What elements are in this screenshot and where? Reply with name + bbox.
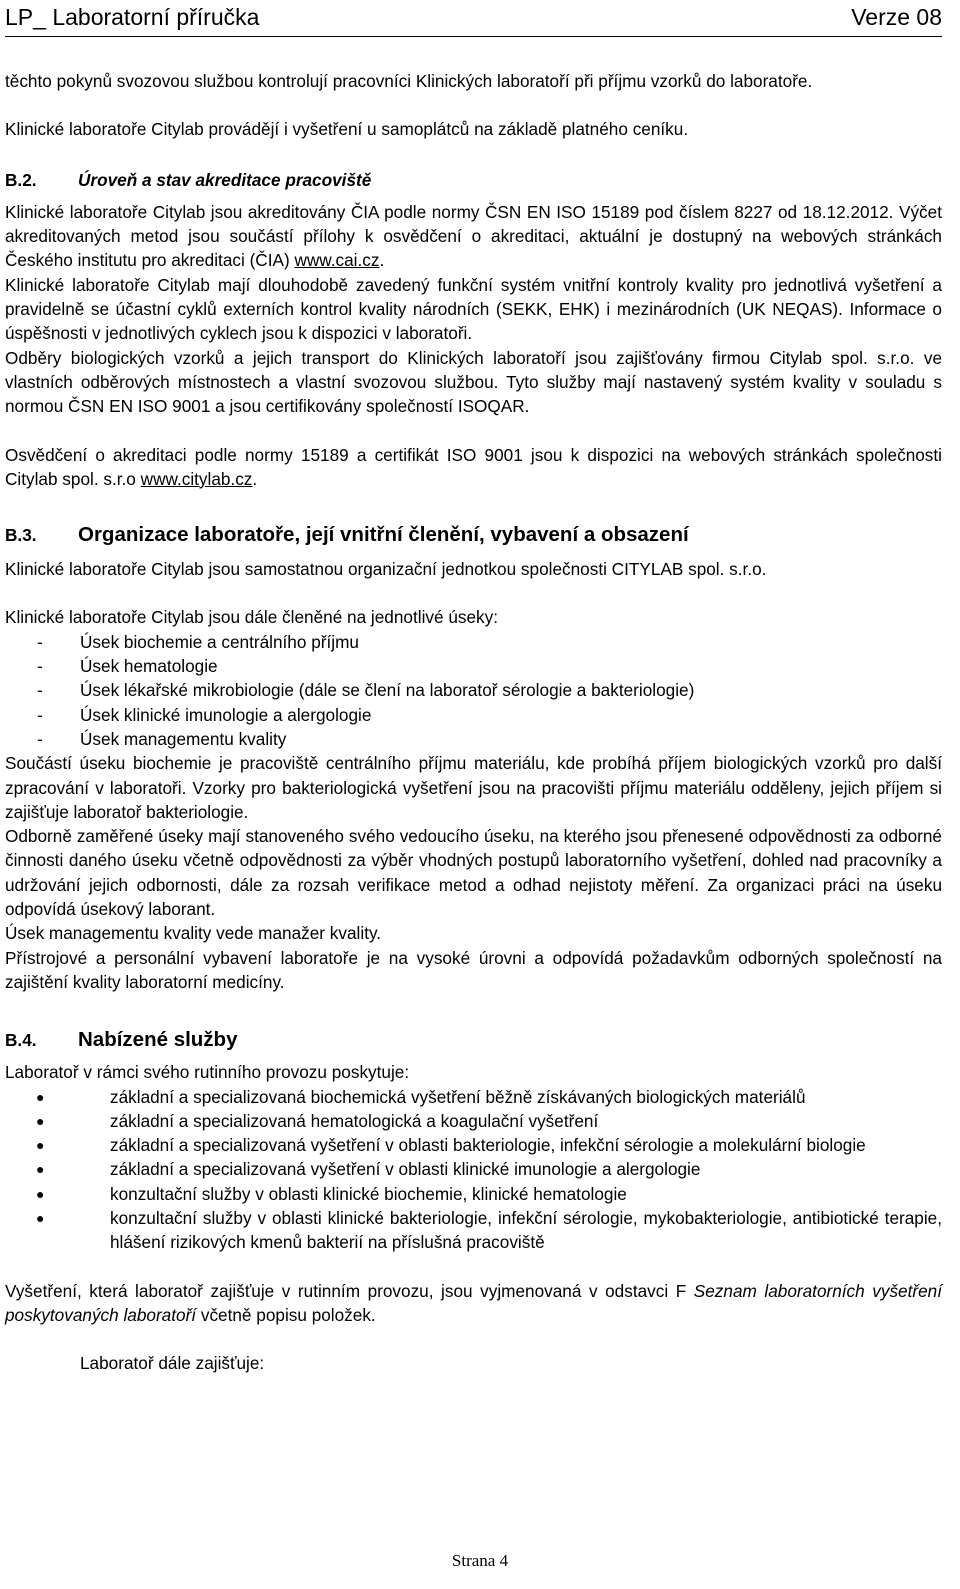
b4-paragraph-3: Laboratoř dále zajišťuje:: [80, 1353, 265, 1374]
list-item-text: základní a specializovaná vyšetření v oblasti bakteriologie, infekční sérologie a molekulární biologie: [110, 1135, 866, 1156]
intro-paragraph-1: těchto pokynů svozovou službou kontrolují pracovníci Klinických laboratoří při příjmu vzorků do laboratoře.: [5, 71, 813, 91]
b4-paragraph-2: [5, 1279, 942, 1328]
list-item-text: Úsek biochemie a centrálního příjmu: [80, 631, 359, 652]
list-item: [5, 1182, 942, 1206]
b2-p1-end: .: [379, 250, 385, 271]
section-title: Nabízené služby: [78, 1028, 238, 1052]
b3-paragraph-2: Klinické laboratoře Citylab jsou dále členěné na jednotlivé úseky:: [5, 607, 498, 628]
list-item-text: základní a specializovaná vyšetření v oblasti klinické imunologie a alergologie: [110, 1159, 701, 1180]
list-item: [5, 654, 942, 678]
dash-marker: -: [37, 656, 43, 677]
page-number: Strana 4: [451, 1551, 509, 1570]
list-item-text: základní a specializovaná biochemická vyšetření běžně získávaných biologických materiálů: [110, 1086, 806, 1107]
b4-paragraph-1: Laboratoř v rámci svého rutinního provozu poskytuje:: [5, 1062, 410, 1083]
dash-marker: -: [37, 680, 43, 701]
list-item: [5, 1206, 942, 1255]
b4-p2-italic: Seznam laboratorních vyšetření poskytovaných laboratoří: [5, 1280, 942, 1325]
dash-marker: -: [37, 631, 43, 652]
section-number: B.4.: [5, 1030, 37, 1051]
section-b3-heading: [5, 521, 942, 549]
b2-paragraph-1: [5, 200, 942, 273]
bullet-icon: ●: [36, 1137, 45, 1154]
list-item: [5, 1085, 942, 1109]
dash-marker: -: [37, 704, 43, 725]
b4-p2-end: včetně popisu položek.: [196, 1304, 376, 1325]
list-item-text: Úsek managementu kvality: [80, 728, 287, 749]
list-item: [5, 1133, 942, 1157]
list-item: [5, 630, 942, 654]
section-b4-heading: [5, 1026, 942, 1054]
section-b2-heading: [5, 168, 942, 192]
b2-paragraph-3: Odběry biologických vzorků a jejich transport do Klinických laboratoří jsou zajišťovány firmou Citylab spol. s.r.o. ve vlastních odběrových místnostech a vlastní svozovou službou. Tyto služby mají nastavený systém kvality v souladu s normou ČSN EN ISO 9001 a jsou certifikovány společností ISOQAR.: [5, 347, 942, 417]
units-list: [5, 630, 942, 751]
list-item-text: Úsek hematologie: [80, 656, 218, 677]
dash-marker: -: [37, 728, 43, 749]
document-title: LP_ Laboratorní příručka: [5, 4, 260, 30]
b4-p2-text: Vyšetření, která laboratoř zajišťuje v rutinním provozu, jsou vyjmenovaná v odstavci F: [5, 1280, 694, 1301]
section-number: B.3.: [5, 525, 37, 546]
cai-link[interactable]: www.cai.cz: [294, 250, 380, 271]
b2-p4-end: .: [252, 468, 258, 489]
page-content: [5, 69, 942, 1375]
page-header: [5, 0, 942, 37]
list-item-text: základní a specializovaná hematologická a koagulační vyšetření: [110, 1110, 599, 1131]
bullet-icon: ●: [36, 1209, 45, 1226]
bullet-icon: ●: [36, 1185, 45, 1202]
b2-paragraph-4: [5, 443, 942, 492]
list-item: [5, 1157, 942, 1181]
list-item: [5, 727, 942, 751]
bullet-icon: ●: [36, 1112, 45, 1129]
list-item-text: konzultační služby v oblasti klinické bakteriologie, infekční sérologie, mykobakteriologie, antibiotické terapie, hlášení rizikových kmenů bakterií na příslušná pracoviště: [110, 1207, 942, 1253]
b3-paragraph-4: Odborně zaměřené úseky mají stanoveného svého vedoucího úseku, na kterého jsou přenesené odpovědnosti za odborné činnosti daného úseku včetně odpovědnosti za výběr vhodných postupů laboratorního vyšetření, dohled nad pracovníky a udržování jejich odbornosti, dále za rozsah verifikace metod a odhad nejistoty měření. Za organizaci práci na úseku odpovídá úsekový laborant.: [5, 826, 942, 920]
list-item: [5, 703, 942, 727]
services-list: [5, 1085, 942, 1255]
b3-paragraph-5: Úsek managementu kvality vede manažer kvality.: [5, 923, 382, 944]
bullet-icon: ●: [36, 1088, 45, 1105]
b3-paragraph-3: Součástí úseku biochemie je pracoviště centrálního příjmu materiálu, kde probíhá příjem biologických vzorků pro další zpracování v laboratoři. Vzorky pro bakteriologická vyšetření jsou na pracovišti příjmu materiálu odděleny, jejich příjem si zajišťuje laboratoř bakteriologie.: [5, 753, 942, 822]
b2-paragraph-2: Klinické laboratoře Citylab mají dlouhodobě zavedený funkční systém vnitřní kontroly kvality pro jednotlivá vyšetření a pravidelně se účastní cyklů externích kontrol kvality národních (SEKK, EHK) i mezinárodních (UK NEQAS). Informace o úspěšnosti v jednotlivých cyklech jsou k dispozici v laboratoři.: [5, 274, 942, 344]
b2-p4-text: Osvědčení o akreditaci podle normy 15189 a certifikát ISO 9001 jsou k dispozici na webových stránkách společnosti Citylab spol. s.r.o: [5, 444, 942, 489]
bullet-icon: ●: [36, 1161, 45, 1178]
list-item-text: konzultační služby v oblasti klinické biochemie, klinické hematologie: [110, 1183, 627, 1204]
list-item: [5, 1109, 942, 1133]
page-footer: [0, 1551, 960, 1571]
citylab-link[interactable]: www.citylab.cz: [140, 468, 253, 489]
section-title: Úroveň a stav akreditace pracoviště: [78, 169, 372, 190]
b3-paragraph-1: Klinické laboratoře Citylab jsou samostatnou organizační jednotkou společnosti CITYLAB spol. s.r.o.: [5, 559, 767, 580]
intro-paragraph-2: Klinické laboratoře Citylab provádějí i vyšetření u samoplátců na základě platného ceníku.: [5, 119, 689, 140]
section-title: Organizace laboratoře, její vnitřní členění, vybavení a obsazení: [78, 523, 689, 547]
document-version: Verze 08: [851, 4, 942, 30]
b3-paragraph-6: Přístrojové a personální vybavení laboratoře je na vysoké úrovni a odpovídá požadavkům odborných společností na zajištění kvality laboratorní medicíny.: [5, 947, 942, 992]
list-item-text: Úsek lékařské mikrobiologie (dále se člení na laboratoř sérologie a bakteriologie): [80, 680, 695, 701]
list-item: [5, 678, 942, 702]
b2-p1-text: Klinické laboratoře Citylab jsou akreditovány ČIA podle normy ČSN EN ISO 15189 pod číslem 8227 od 18.12.2012. Výčet akreditovaných metod jsou součástí přílohy k osvědčení o akreditaci, aktuální je dostupný na webových stránkách Českého institutu pro akreditaci (ČIA): [5, 201, 942, 271]
list-item-text: Úsek klinické imunologie a alergologie: [80, 704, 372, 725]
section-number: B.2.: [5, 169, 37, 190]
